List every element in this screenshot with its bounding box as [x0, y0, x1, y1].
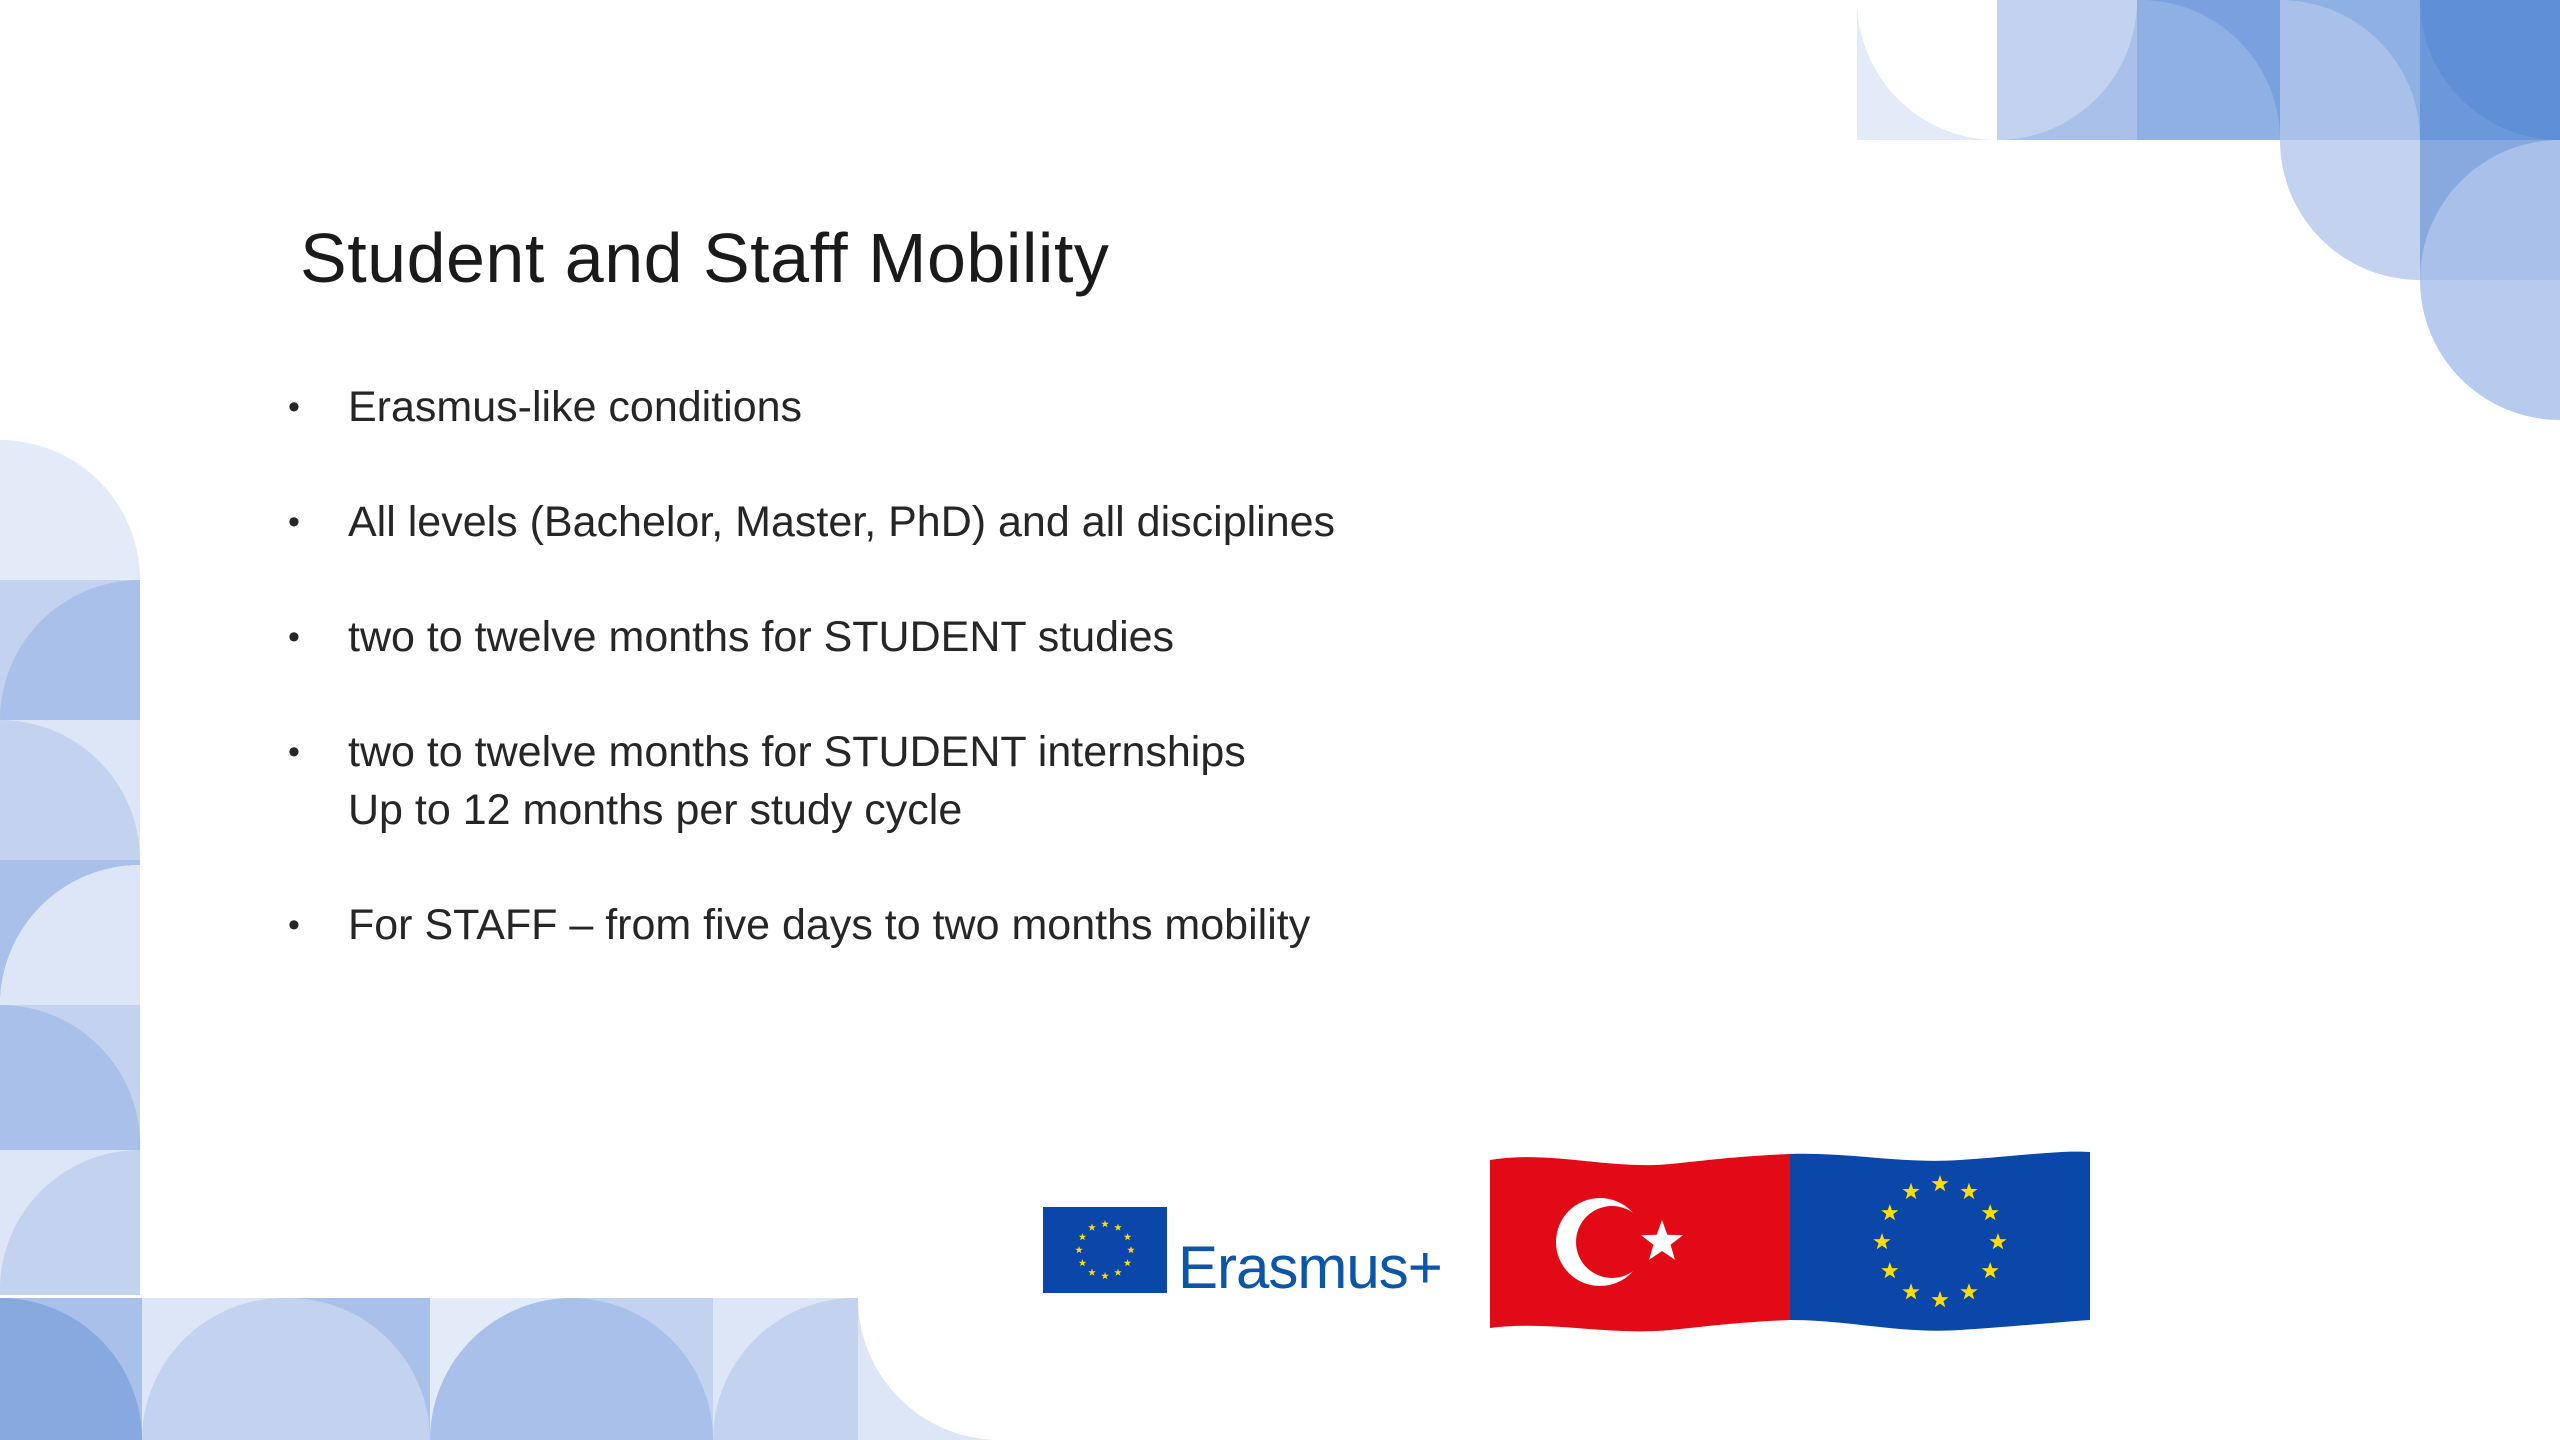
bullet-list [288, 378, 1688, 1011]
bottom-pattern [0, 1298, 1000, 1440]
erasmus-plus-wordmark: Erasmus+ [1178, 1234, 1442, 1301]
bullet-item [288, 896, 1688, 954]
bullet-dot: • [288, 618, 300, 656]
bullet-item [288, 723, 1688, 839]
top-right-pattern [1857, 0, 2560, 420]
bullet-text: two to twelve months for STUDENT studies [348, 613, 1175, 661]
bullet-text: For STAFF – from five days to two months mobility [348, 901, 1311, 949]
bullet-item [288, 608, 1688, 666]
bullet-dot: • [288, 503, 300, 541]
eu-flag-icon [1790, 1152, 2090, 1331]
slide-title: Student and Staff Mobility [300, 219, 1110, 297]
turkey-eu-flags [1490, 1150, 2090, 1340]
turkey-flag-icon [1490, 1154, 1790, 1331]
bullet-text: Erasmus-like conditions [348, 383, 803, 431]
bullet-dot: • [288, 388, 300, 426]
eu-flag-icon [1043, 1207, 1167, 1293]
left-pattern [0, 440, 140, 1295]
bullet-dot: • [288, 733, 300, 771]
bullet-text: All levels (Bachelor, Master, PhD) and all disciplines [348, 498, 1336, 546]
bullet-text-continuation: Up to 12 months per study cycle [348, 786, 963, 834]
bullet-item [288, 493, 1688, 551]
bullet-item [288, 378, 1688, 436]
bullet-text: two to twelve months for STUDENT internships [348, 728, 1246, 776]
bullet-dot: • [288, 906, 300, 944]
